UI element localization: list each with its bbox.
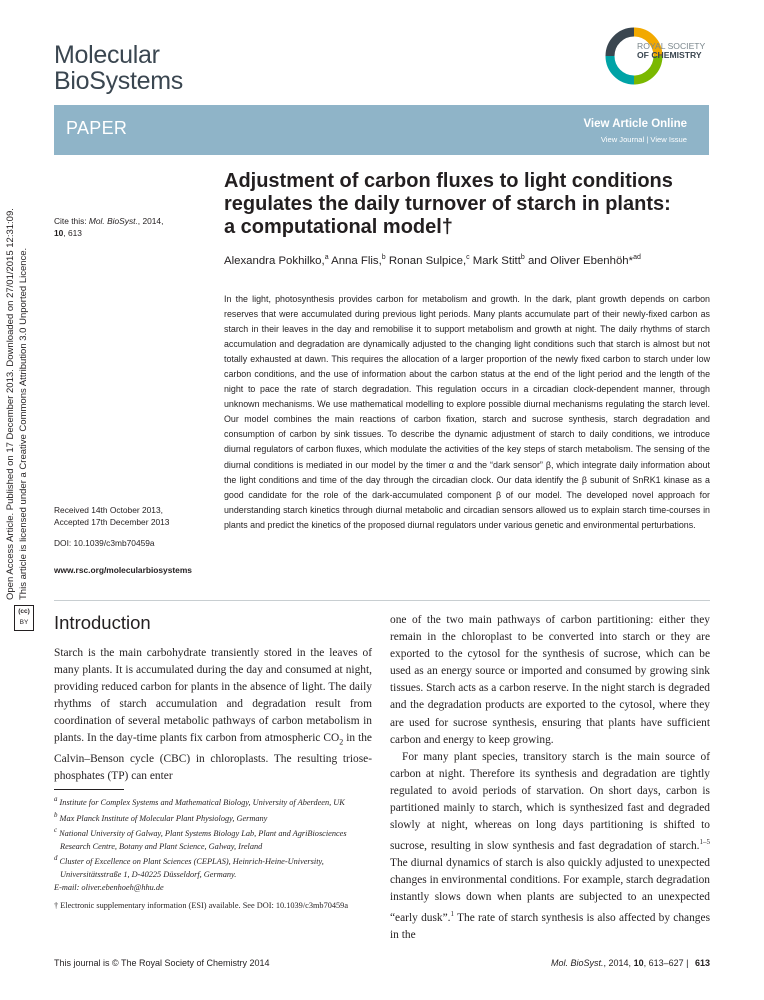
author-name: Mark Stitt xyxy=(469,254,521,267)
footer-year: , 2014, xyxy=(603,958,632,968)
journal-name-line2: BioSystems xyxy=(54,67,183,95)
footnote-text: Max Planck Institute of Molecular Plant Physiology, Germany xyxy=(57,813,268,823)
footnote-text: Cluster of Excellence on Plant Sciences (CEPLAS), Heinrich-Heine-University, Universitätsstraße 1, D-40225 Düsseldorf, Germany. xyxy=(57,857,324,880)
footer-volume: 10 xyxy=(631,958,644,968)
doi[interactable]: DOI: 10.1039/c3mb70459a xyxy=(54,538,155,548)
author-list xyxy=(224,254,714,267)
rsc-logo[interactable] xyxy=(604,26,724,86)
article-title xyxy=(224,170,714,239)
cite-pages: , 613 xyxy=(63,228,82,238)
footnote-affiliation xyxy=(54,853,372,881)
cite-prefix: Cite this: xyxy=(54,216,89,226)
view-links xyxy=(601,135,687,144)
author-name: and Oliver Ebenhöh* xyxy=(524,254,634,267)
footnote-mark: d xyxy=(54,855,58,863)
copyright-footer: This journal is © The Royal Society of Chemistry 2014 xyxy=(54,958,270,968)
footer-range: , 613–627 xyxy=(643,958,684,968)
footnote-affiliation xyxy=(54,825,372,853)
author-affiliation: ad xyxy=(633,254,641,261)
author-affiliation: b xyxy=(381,254,386,261)
page-number: 613 xyxy=(694,958,710,968)
corresponding-email[interactable]: E-mail: oliver.ebenhoeh@hhu.de xyxy=(54,882,164,892)
cite-year: , 2014, xyxy=(137,216,164,226)
journal-url-link[interactable]: www.rsc.org/molecularbiosystems xyxy=(54,565,192,575)
footnote-mark: a xyxy=(54,796,58,803)
co2-subscript: 2 xyxy=(339,737,344,747)
open-access-notice xyxy=(4,160,48,600)
section-divider xyxy=(54,600,710,601)
citation-ref[interactable]: 1–5 xyxy=(699,838,710,847)
abstract: In the light, photosynthesis provides carbon for metabolism and growth. In the dark, plant growth depends on carbon reserves that were accumulated during previous light periods. Many plants accumulate part of their newly-fixed carbon as starch in their leaves in the day and remobilise it to support metabolism and growth at night. The daily rhythms of starch accumulation and degradation are dynamically adjusted to the changing light conditions such that starch is almost but not totally exhausted at dawn. This requires the allocation of a larger proportion of the newly fixed carbon to starch under low carbon conditions, and the use of information about the carbon status at the end of the light period and the length of the night to pace the rate of starch degradation. This regulation occurs in a circadian clock-dependent manner, through unknown mechanisms. We use mathematical modelling to explore possible diurnal mechanisms regulating the starch level. Our model combines the main reactions of carbon fixation, starch and sucrose synthesis, starch degradation and consumption of carbon by sink tissues. To describe the dynamic adjustment of starch to daily conditions, we introduce diurnal regulators of carbon fluxes, which modulate the activities of the key steps of starch metabolism. The sensing of the diurnal conditions is mediated in our model by the timer α and the “dark sensor” β, which integrate daily information about the light conditions and time of the day through the circadian clock. Our data identify the β subunit of SnRK1 kinase as a good candidate for the role of the dark-accumulated component β of our model. The developed novel approach for understanding starch kinetics through diurnal metabolic and circadian sensors allowed us to explain starch time-courses in plants and predict the kinetics of the proposed diurnal regulators under various genetic and environmental perturbations. xyxy=(224,294,710,530)
cite-volume: 10 xyxy=(54,228,64,238)
footnote-text: Institute for Complex Systems and Mathematical Biology, University of Aberdeen, UK xyxy=(57,797,345,807)
view-journal-link[interactable]: View Journal xyxy=(600,135,645,144)
received-dates xyxy=(54,504,204,528)
journal-name xyxy=(54,42,183,94)
citation-ref[interactable]: 1 xyxy=(450,910,454,919)
cite-journal: Mol. BioSyst. xyxy=(88,216,138,226)
footer-separator: | xyxy=(683,958,691,968)
view-issue-link[interactable]: View Issue xyxy=(650,135,687,144)
accepted-date: Accepted 17th December 2013 xyxy=(54,517,170,527)
author-affiliation: a xyxy=(324,254,329,261)
paper-label: PAPER xyxy=(66,118,128,138)
author-name: Anna Flis, xyxy=(328,254,382,267)
page-footer xyxy=(551,958,710,968)
footnote-mark: c xyxy=(54,827,58,835)
footnote-affiliation xyxy=(54,810,372,826)
title-line-1: Adjustment of carbon fluxes to light conditions xyxy=(224,170,673,192)
cc-badge-top: (cc) xyxy=(18,608,30,615)
rsc-line2: OF CHEMISTRY xyxy=(637,50,702,60)
footnote-text: National University of Galway, Plant Systems Biology Lab, Plant and AgriBiosciences Research Centre, Botany and Plant Science, Galway, Ireland xyxy=(57,828,347,851)
author-name: Alexandra Pokhilko, xyxy=(224,254,325,267)
intro-column-right xyxy=(390,612,710,944)
intro-text: For many plant species, transitory starch is the main source of carbon at night. Therefore its synthesis and degradation are tightly regulated to avoid periods of starvation. On short days, carbon is partitioned mainly to starch, which is synthesized fast and degraded slowly at night, whereas on long days partitioning is shifted to sucrose, resulting in slow synthesis and fast degradation of starch. xyxy=(390,750,710,853)
view-article-online-link[interactable]: View Article Online xyxy=(583,118,687,130)
footer-journal: Mol. BioSyst. xyxy=(551,958,604,968)
view-links-separator: | xyxy=(644,135,651,144)
rsc-wordmark xyxy=(637,42,705,60)
title-line-3: a computational model† xyxy=(224,216,453,238)
license-line[interactable]: This article is licensed under a Creative Commons Attribution 3.0 Unported Licence. xyxy=(18,247,29,600)
esi-footnote: † Electronic supplementary information (ESI) available. See DOI: 10.1039/c3mb70459a xyxy=(54,900,348,910)
cc-badge-bottom: BY xyxy=(19,619,29,626)
introduction-heading: Introduction xyxy=(54,612,151,633)
intro-text: in the Calvin–Benson cycle (CBC) in chloroplasts. The resulting triose-phosphates (TP) can enter xyxy=(54,732,372,782)
intro-paragraph xyxy=(390,749,710,945)
footnotes xyxy=(54,794,372,912)
paper-type-bar xyxy=(54,105,709,155)
cc-by-badge[interactable] xyxy=(14,605,34,631)
open-access-line[interactable]: Open Access Article. Published on 17 December 2013. Downloaded on 27/01/2015 12:31:09. xyxy=(5,208,16,600)
author-name: Ronan Sulpice, xyxy=(385,254,467,267)
intro-paragraph: one of the two main pathways of carbon partitioning: either they remain in the chloroplast to be converted into starch or they are exported to the cytosol for the synthesis of sucrose, which can be used as an energy source or imported and consumed by growing sink tissues. Starch acts as a carbon reserve. In the night starch is degraded and the degradation products are exported to the cytosol, where they are used for sucrose synthesis, ensuring that plants have sufficient carbon and energy to keep growing. xyxy=(390,614,710,746)
intro-text: The diurnal dynamics of starch is also quickly adjusted to unexpected changes in environmental conditions. For example, starch degradation instantly slows down when plants are subjected to an unexpected “early dusk”. xyxy=(390,857,710,925)
received-date: Received 14th October 2013, xyxy=(54,505,163,515)
footnote-affiliation xyxy=(54,794,372,810)
cite-this xyxy=(54,215,204,239)
journal-name-line1: Molecular xyxy=(54,41,160,69)
intro-paragraph-left xyxy=(54,645,372,785)
footnote-rule xyxy=(54,789,124,790)
intro-text: Starch is the main carbohydrate transiently stored in the leaves of many plants. It is accumulated during the day and consumed at night, providing reduced carbon for plants in the absence of light. The daily rhythms of starch accumulation and degradation result from coordination of several metabolic pathways of carbon metabolism in plants. In the day-time plants fix carbon from atmospheric CO xyxy=(54,647,372,745)
intro-text: The rate of starch synthesis is also affected by changes in the xyxy=(390,912,710,942)
title-line-2: regulates the daily turnover of starch in plants: xyxy=(224,193,671,215)
rsc-line1: ROYAL SOCIETY xyxy=(637,41,706,51)
author-affiliation: c xyxy=(466,254,470,261)
author-affiliation: b xyxy=(520,254,525,261)
footnote-mark: b xyxy=(54,811,58,819)
